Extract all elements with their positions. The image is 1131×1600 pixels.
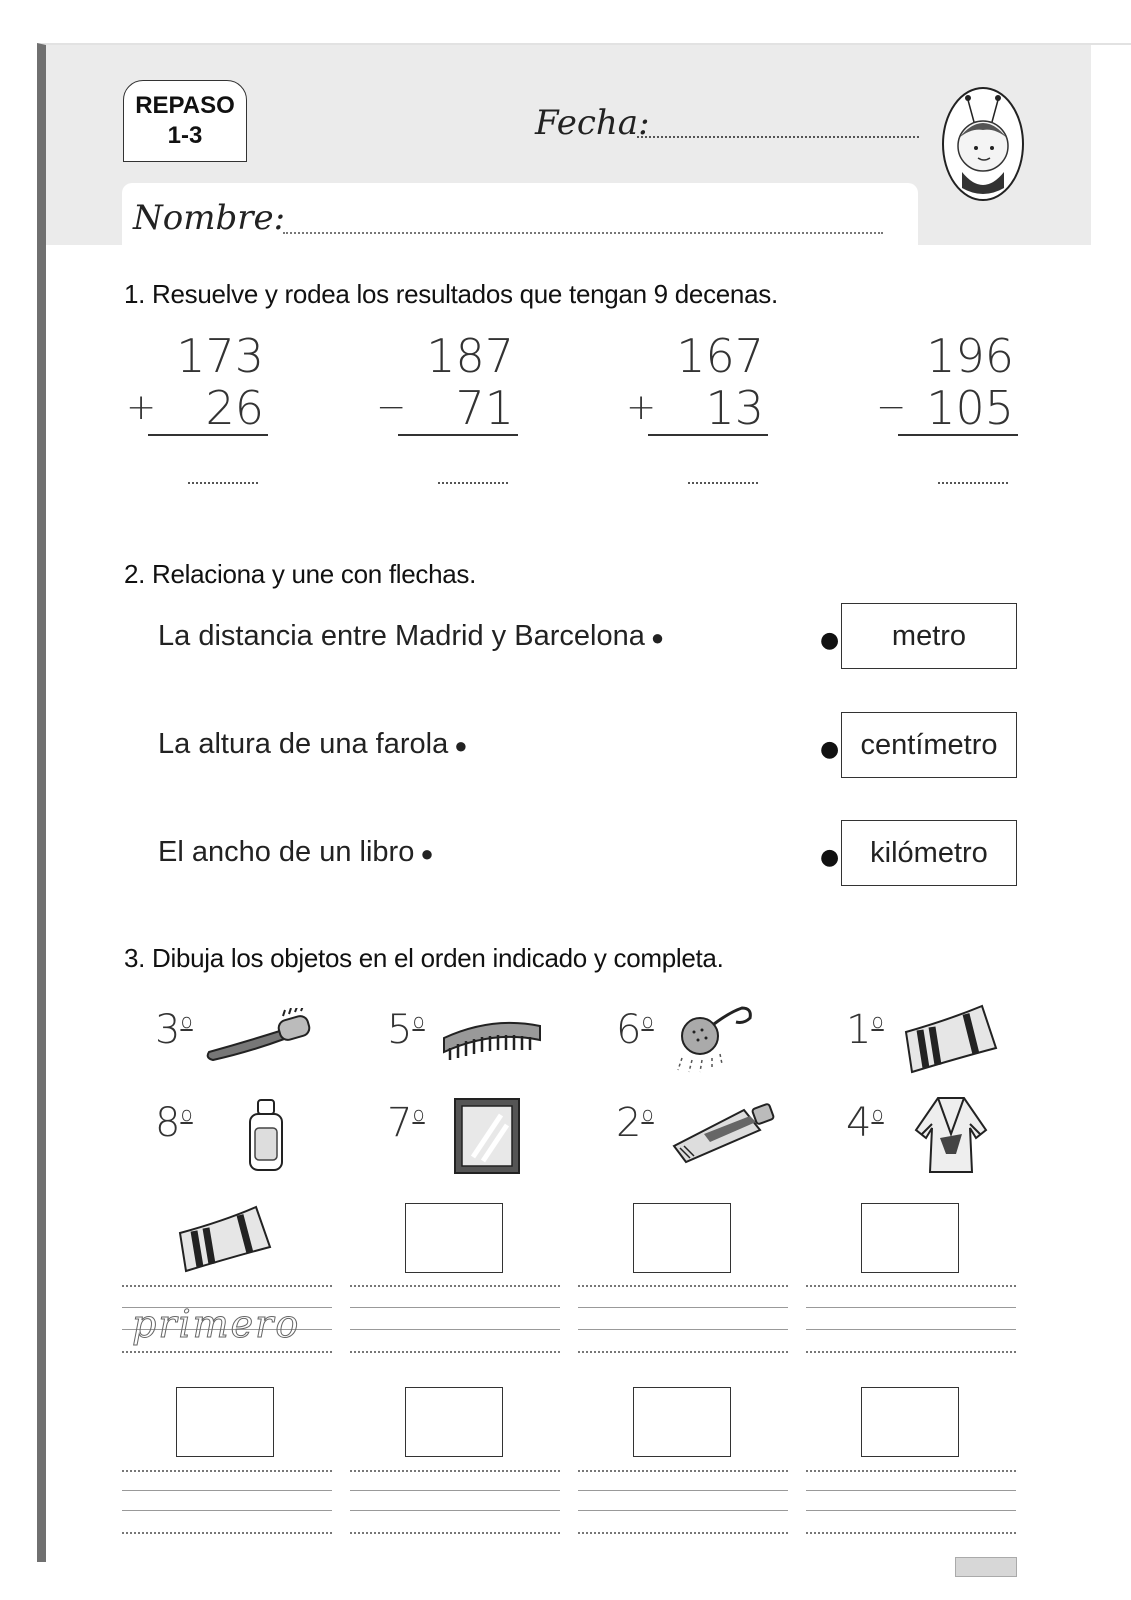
relate-left-item[interactable] (158, 728, 468, 761)
page-corner-tab (955, 1557, 1017, 1577)
bullet-dot-icon[interactable]: ● (454, 733, 468, 758)
fecha-field[interactable] (637, 136, 919, 138)
bottle-icon (246, 1098, 286, 1172)
shower-icon (670, 1002, 758, 1078)
unit-box-kilometro[interactable]: kilómetro (841, 820, 1017, 886)
exercise-2-title: 2. Relaciona y une con flechas. (124, 559, 477, 589)
ordinal-label: 3$^o$ (155, 1007, 193, 1053)
drawing-box[interactable] (861, 1387, 959, 1457)
operation-2 (376, 329, 518, 436)
ordinal-label: 7$^o$ (387, 1100, 425, 1146)
operation-2-sign: − (376, 387, 407, 428)
ladybug-mascot-icon (940, 78, 1026, 202)
fecha-label: Fecha: (535, 103, 650, 143)
badge-line-2: 1-3 (167, 122, 203, 149)
towel-icon (176, 1203, 276, 1275)
operation-4-sign: − (876, 387, 907, 428)
drawing-box[interactable] (633, 1387, 731, 1457)
writing-lines[interactable] (578, 1285, 788, 1353)
toothpaste-icon (668, 1098, 778, 1168)
ordinal-label: 2$^o$ (616, 1100, 654, 1146)
nombre-label: Nombre: (133, 198, 286, 238)
repaso-badge (123, 80, 247, 162)
badge-line-1: REPASO (135, 92, 235, 119)
writing-lines[interactable] (350, 1470, 560, 1538)
operation-3-top: 167 (676, 329, 764, 383)
ordinal-label: 5$^o$ (387, 1007, 425, 1053)
answer-field-3[interactable] (688, 482, 758, 484)
drawing-box[interactable] (861, 1203, 959, 1273)
writing-lines[interactable] (806, 1285, 1016, 1353)
operation-1 (126, 329, 268, 436)
bullet-dot-icon[interactable]: ● (650, 625, 665, 650)
operation-1-sign: + (126, 387, 157, 428)
operation-4-top: 196 (926, 329, 1014, 383)
relate-left-text: El ancho de un libro (158, 836, 415, 868)
bullet-dot-icon[interactable]: ● (820, 845, 840, 870)
drawing-box[interactable] (405, 1387, 503, 1457)
exercise-3-title: 3. Dibuja los objetos en el orden indicado y completa. (124, 943, 724, 973)
ordinal-label: 4$^o$ (846, 1100, 884, 1146)
operation-3 (626, 329, 768, 436)
ordinal-label: 1$^o$ (846, 1007, 884, 1053)
relate-left-item[interactable] (158, 836, 434, 869)
writing-lines[interactable] (578, 1470, 788, 1538)
mirror-icon (453, 1097, 521, 1175)
operation-2-bottom: 71 (398, 382, 518, 436)
bullet-dot-icon[interactable]: ● (820, 628, 840, 653)
comb-icon (440, 1008, 546, 1068)
relate-left-item[interactable] (158, 620, 664, 653)
operation-2-top: 187 (426, 329, 514, 383)
nombre-field[interactable] (283, 232, 883, 234)
bullet-dot-icon[interactable]: ● (420, 841, 434, 866)
ordinal-label: 8$^o$ (155, 1100, 193, 1146)
operation-4 (876, 329, 1018, 436)
bullet-dot-icon[interactable]: ● (820, 737, 840, 762)
bathrobe-icon (910, 1094, 992, 1176)
toothbrush-icon (205, 1008, 315, 1062)
unit-box-centimetro[interactable]: centímetro (841, 712, 1017, 778)
drawing-box[interactable] (176, 1387, 274, 1457)
relate-left-text: La altura de una farola (158, 728, 449, 760)
example-word: primero (132, 1302, 301, 1346)
writing-lines[interactable] (122, 1470, 332, 1538)
relate-left-text: La distancia entre Madrid y Barcelona (158, 620, 645, 652)
operation-3-bottom: 13 (648, 382, 768, 436)
operation-3-sign: + (626, 387, 657, 428)
towel-icon (898, 1002, 1000, 1076)
exercise-1-title: 1. Resuelve y rodea los resultados que tengan 9 decenas. (124, 279, 778, 309)
operation-1-top: 173 (176, 329, 264, 383)
answer-field-4[interactable] (938, 482, 1008, 484)
answer-field-2[interactable] (438, 482, 508, 484)
writing-lines[interactable] (806, 1470, 1016, 1538)
writing-lines[interactable] (350, 1285, 560, 1353)
drawing-box[interactable] (633, 1203, 731, 1273)
drawing-box[interactable] (405, 1203, 503, 1273)
operation-4-bottom: 105 (898, 382, 1018, 436)
answer-field-1[interactable] (188, 482, 258, 484)
operation-1-bottom: 26 (148, 382, 268, 436)
ordinal-label: 6$^o$ (616, 1007, 654, 1053)
unit-box-metro[interactable]: metro (841, 603, 1017, 669)
